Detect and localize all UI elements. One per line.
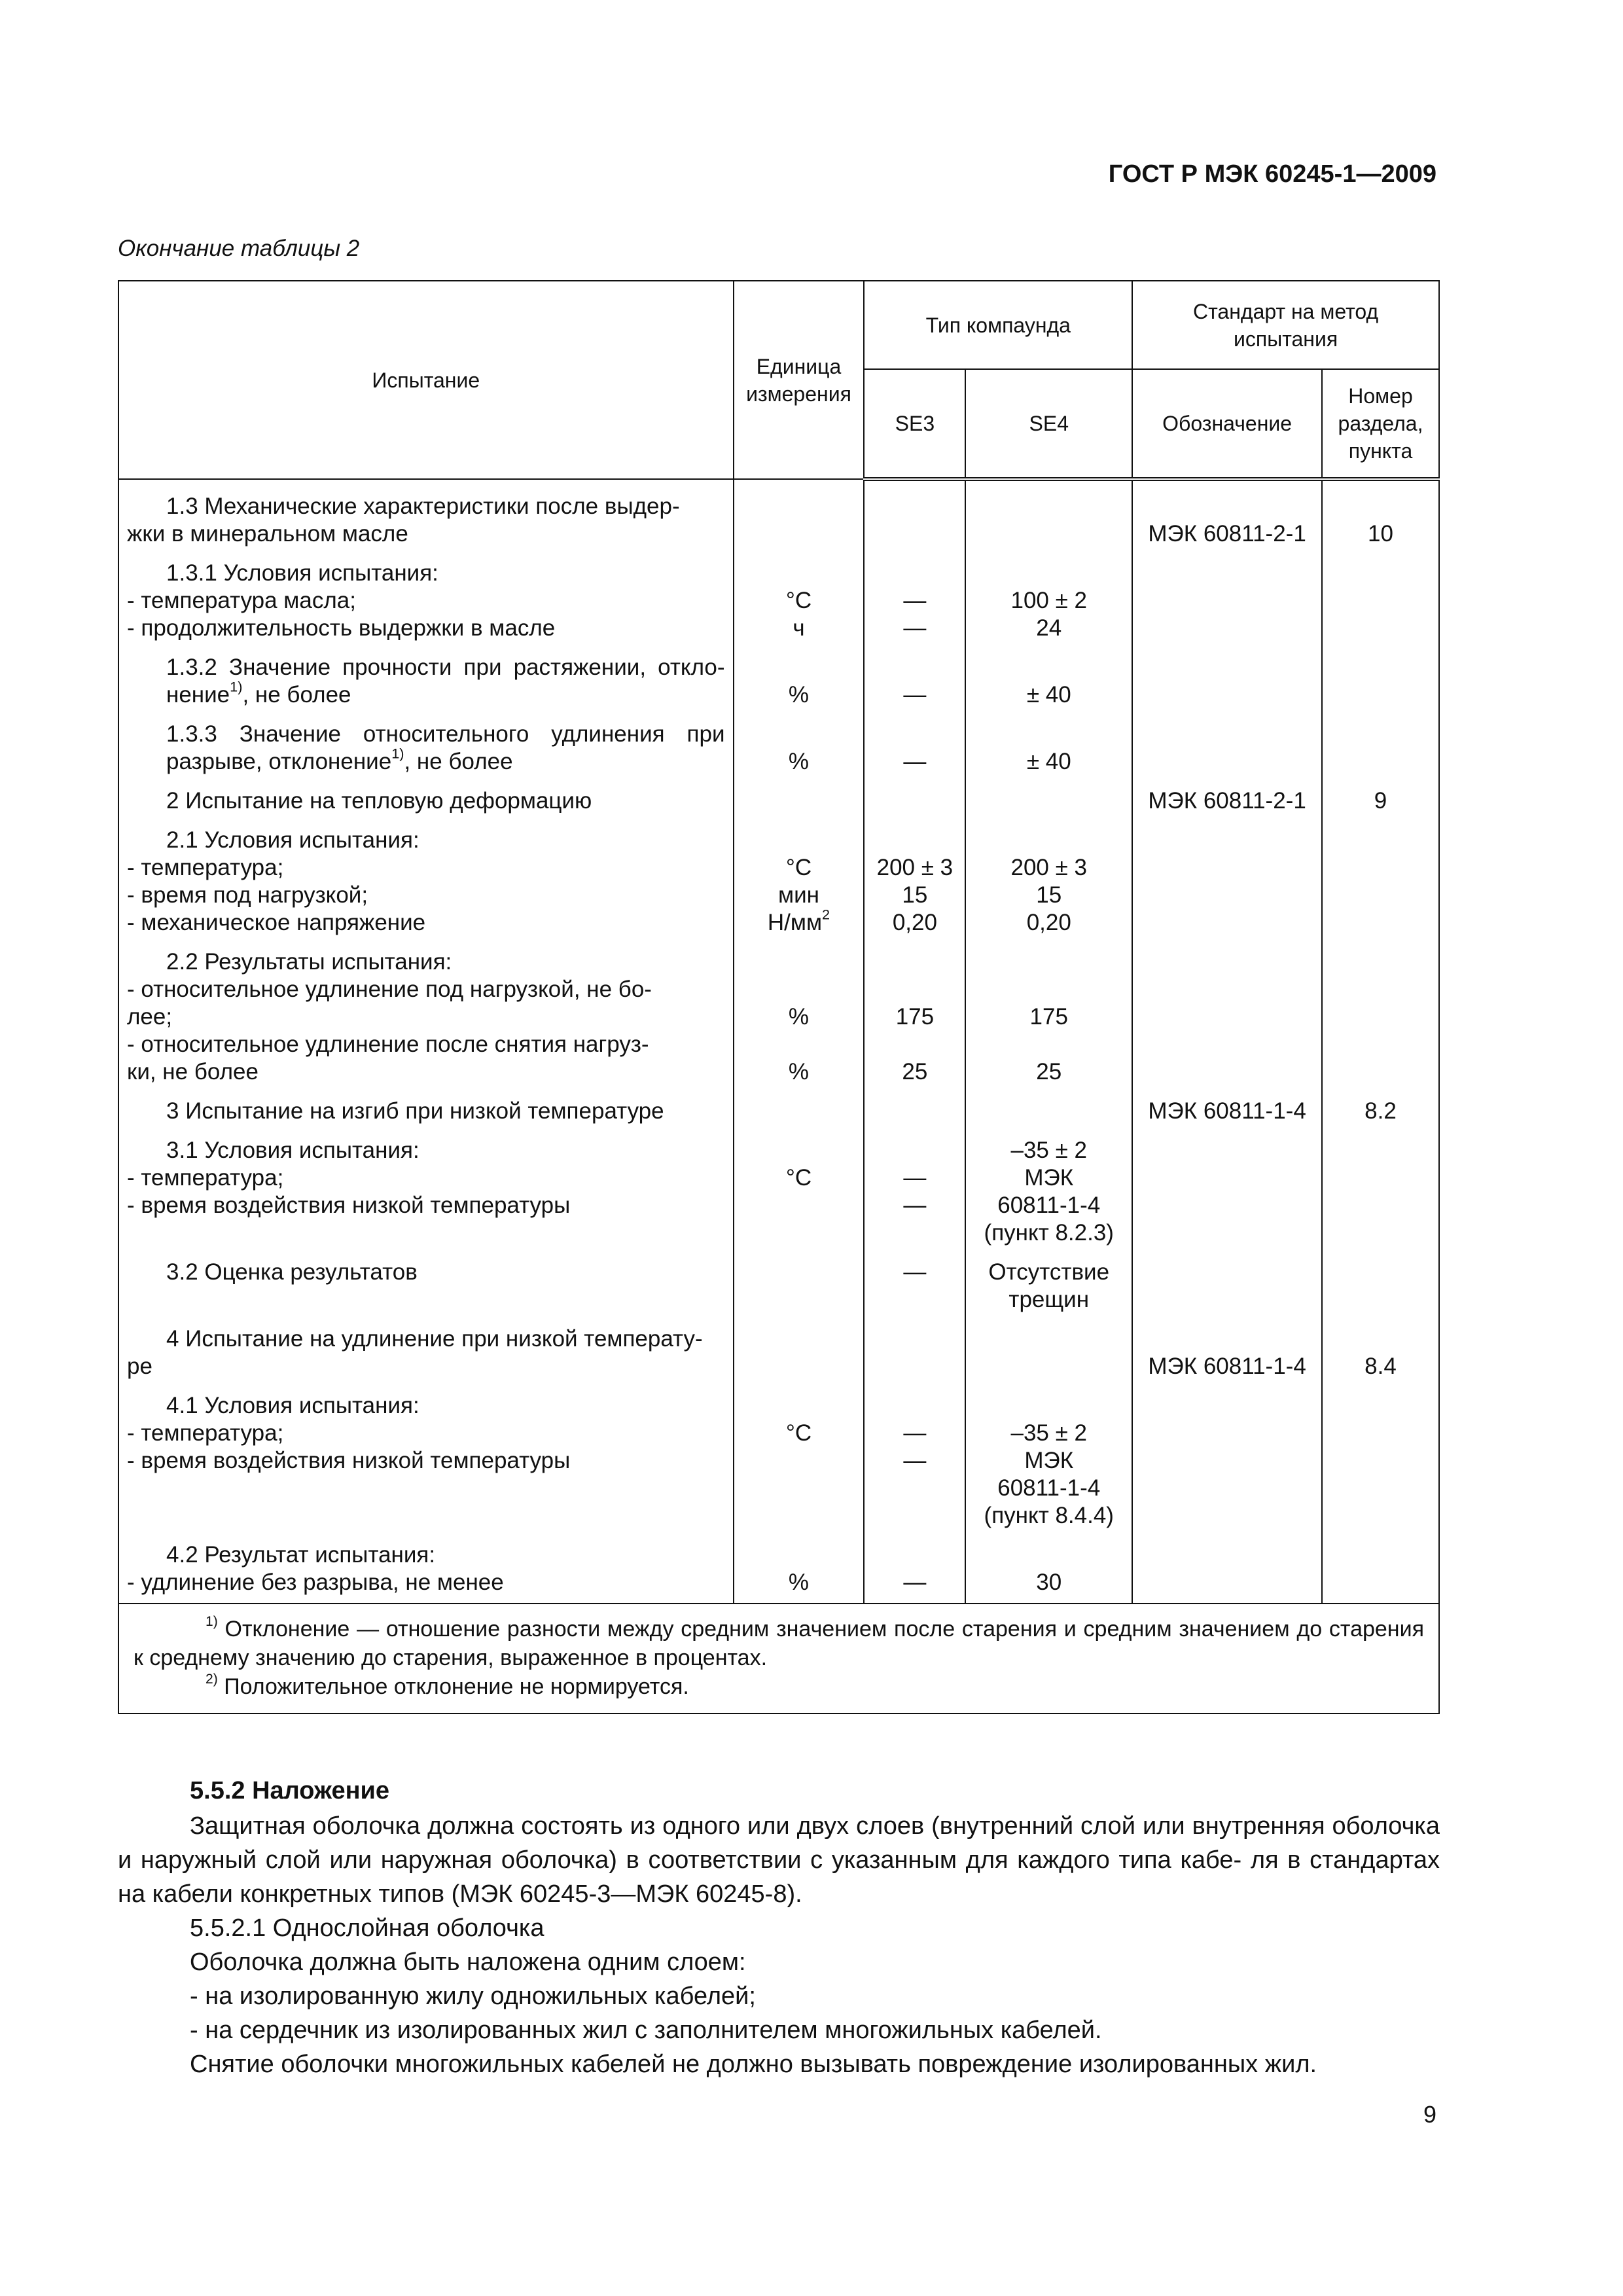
cell-line: 15	[902, 882, 928, 908]
cell-se3	[864, 939, 965, 1088]
cell-unit	[734, 817, 865, 939]
col-header-section-no: Номер раздела, пункта	[1322, 369, 1439, 479]
cell-line	[742, 1447, 856, 1475]
cell-line: %	[788, 1004, 810, 1030]
table-row	[118, 1532, 1439, 1604]
cell-standard	[1132, 1128, 1322, 1249]
col-header-standard: Стандарт на метод испытания	[1132, 281, 1439, 369]
cell-standard: МЭК 60811-2-1	[1132, 778, 1322, 817]
cell-line: —	[903, 749, 927, 774]
test-line: ки, не более	[127, 1059, 259, 1085]
test-table	[118, 280, 1440, 1714]
cell-line: °C	[785, 855, 812, 880]
cell-line: (пункт 8.2.3)	[984, 1220, 1114, 1246]
table-caption: Окончание таблицы 2	[118, 236, 360, 261]
cell-line	[872, 948, 957, 976]
cell-se4	[965, 479, 1132, 550]
document-code: ГОСТ Р МЭК 60245-1—2009	[1108, 160, 1436, 188]
cell-unit	[734, 1128, 865, 1249]
cell-section-no	[1322, 817, 1439, 939]
cell-test	[118, 479, 734, 550]
table-row	[118, 817, 1439, 939]
cell-line: 15	[1036, 882, 1062, 908]
cell-unit	[734, 645, 865, 711]
test-line: жки в минеральном масле	[127, 521, 408, 547]
cell-section-no	[1322, 1383, 1439, 1532]
cell-line	[742, 560, 856, 587]
cell-line: —	[903, 1193, 927, 1218]
cell-se4	[965, 550, 1132, 645]
table-row	[118, 1316, 1439, 1383]
cell-line: ± 40	[1026, 749, 1071, 774]
cell-line	[742, 976, 856, 1003]
test-line: - температура;	[127, 855, 284, 880]
list-item: - на изолированную жилу одножильных кабелей;	[190, 1982, 756, 2010]
test-line: - время воздействия низкой температуры	[127, 1448, 571, 1473]
cell-standard	[1132, 711, 1322, 778]
cell-line: —	[903, 1570, 927, 1595]
cell-line	[742, 1137, 856, 1164]
cell-standard	[1132, 939, 1322, 1088]
cell-line	[742, 948, 856, 976]
cell-line: ± 40	[1026, 682, 1071, 708]
test-line: - продолжительность выдержки в масле	[127, 615, 556, 641]
cell-line: 200 ± 3	[1010, 855, 1088, 880]
cell-line: (пункт 8.4.4)	[984, 1503, 1114, 1528]
cell-se4	[965, 778, 1132, 817]
cell-line: —	[903, 615, 927, 641]
table-row	[118, 711, 1439, 778]
footnote-2: $^{2)}$ Положительное отклонение не нормируется.	[205, 1672, 689, 1699]
test-line: - удлинение без разрыва, не менее	[127, 1570, 504, 1595]
cell-line: —	[903, 1448, 927, 1473]
cell-line: %	[788, 1059, 810, 1085]
cell-line: 200 ± 3	[876, 855, 954, 880]
cell-line	[872, 827, 957, 854]
cell-line: °C	[785, 1420, 812, 1446]
cell-line	[974, 1392, 1124, 1420]
table-row	[118, 479, 1439, 550]
cell-line: %	[788, 682, 810, 708]
cell-se3	[864, 550, 965, 645]
cell-se4	[965, 645, 1132, 711]
cell-se4	[965, 1316, 1132, 1383]
cell-standard	[1132, 817, 1322, 939]
cell-section-no: 8.4	[1322, 1316, 1439, 1383]
cell-se3	[864, 1128, 965, 1249]
cell-line: 60811-1-4	[997, 1193, 1101, 1218]
cell-line: 25	[902, 1059, 928, 1085]
test-line: 4.2 Результат испытания:	[166, 1542, 436, 1568]
cell-unit	[734, 1383, 865, 1532]
table-row	[118, 1383, 1439, 1532]
cell-line	[742, 1392, 856, 1420]
cell-section-no	[1322, 645, 1439, 711]
table-row	[118, 1088, 1439, 1128]
cell-unit	[734, 1088, 865, 1128]
test-line: 2 Испытание на тепловую деформацию	[166, 788, 592, 814]
cell-unit	[734, 711, 865, 778]
test-line: - механическое напряжение	[127, 910, 426, 935]
cell-section-no: 10	[1322, 479, 1439, 550]
cell-standard	[1132, 1532, 1322, 1604]
cell-unit	[734, 479, 865, 550]
cell-test	[118, 1316, 734, 1383]
cell-line	[974, 976, 1124, 1003]
col-header-se4: SE4	[965, 369, 1132, 479]
cell-se4	[965, 1249, 1132, 1316]
cell-line: —	[903, 1420, 927, 1446]
cell-line: трещин	[1008, 1287, 1090, 1312]
cell-unit	[734, 778, 865, 817]
cell-line	[974, 948, 1124, 976]
cell-unit	[734, 1316, 865, 1383]
cell-test	[118, 778, 734, 817]
test-line: - температура масла;	[127, 588, 356, 613]
cell-unit	[734, 550, 865, 645]
cell-standard: МЭК 60811-1-4	[1132, 1316, 1322, 1383]
cell-line: %	[788, 749, 810, 774]
cell-test	[118, 645, 734, 711]
cell-unit	[734, 1532, 865, 1604]
footnotes	[118, 1604, 1439, 1713]
test-text: 1.3.3 Значение относительного удлинения при разрыве, отклонение	[166, 721, 725, 774]
test-line: 1.3 Механические характеристики после выдер-	[166, 493, 680, 519]
cell-line: МЭК	[1024, 1165, 1074, 1191]
test-text: 1.3.2 Значение прочности при растяжении, откло- нение	[166, 655, 725, 708]
test-line: 4.1 Условия испытания:	[166, 1393, 419, 1418]
cell-test	[118, 711, 734, 778]
test-line: - относительное удлинение после снятия нагруз-	[127, 1031, 649, 1057]
test-line: 3 Испытание на изгиб при низкой температуре	[166, 1098, 664, 1124]
cell-se3	[864, 645, 965, 711]
test-line: ре	[127, 1354, 152, 1379]
table-row	[118, 778, 1439, 817]
cell-line	[742, 1192, 856, 1219]
test-line: 4 Испытание на удлинение при низкой температу-	[166, 1326, 703, 1352]
cell-line	[742, 827, 856, 854]
cell-line: —	[903, 682, 927, 708]
cell-section-no	[1322, 550, 1439, 645]
cell-line: 175	[895, 1004, 935, 1030]
cell-se3	[864, 479, 965, 550]
cell-line	[974, 1031, 1124, 1058]
cell-se4	[965, 939, 1132, 1088]
cell-line: Н/мм	[767, 910, 823, 935]
test-line: лее;	[127, 1004, 173, 1030]
paragraph: Снятие оболочки многожильных кабелей не должно вызывать повреждение изолированных жил.	[190, 2051, 1317, 2078]
cell-line	[974, 560, 1124, 587]
col-header-unit: Единица измерения	[734, 281, 865, 479]
cell-line: —	[903, 1165, 927, 1191]
cell-line: 0,20	[1026, 910, 1071, 935]
col-header-designation: Обозначение	[1132, 369, 1322, 479]
test-line: - время под нагрузкой;	[127, 882, 368, 908]
test-line: - температура;	[127, 1165, 284, 1191]
cell-line: –35 ± 2	[1010, 1138, 1088, 1163]
paragraph: Защитная оболочка должна состоять из одного или двух слоев (внутренний слой или внутренняя оболочка и наружный слой или наружная оболочка) в соответствии с указанным для каждого типа кабе- ля в стандартах на кабели конкретных типов (МЭК 60245-3—МЭК 60245-8).	[118, 1812, 1440, 1908]
cell-line: 24	[1036, 615, 1062, 641]
unit-superscript: 2	[822, 906, 830, 923]
cell-line: —	[903, 588, 927, 613]
cell-line	[974, 827, 1124, 854]
test-line: 1.3.1 Условия испытания:	[166, 560, 438, 586]
cell-unit	[734, 1249, 865, 1316]
test-line	[127, 654, 725, 709]
cell-line: Отсутствие	[988, 1259, 1110, 1285]
cell-standard	[1132, 550, 1322, 645]
test-line: 2.2 Результаты испытания:	[166, 949, 452, 975]
cell-standard: МЭК 60811-2-1	[1132, 479, 1322, 550]
cell-se4	[965, 817, 1132, 939]
cell-se4	[965, 1128, 1132, 1249]
col-header-se3: SE3	[864, 369, 965, 479]
cell-line: МЭК	[1024, 1448, 1074, 1473]
cell-test	[118, 550, 734, 645]
cell-line	[872, 976, 957, 1003]
table-body	[118, 479, 1439, 1604]
cell-line: 60811-1-4	[997, 1475, 1101, 1501]
cell-line	[872, 560, 957, 587]
test-text: , не более	[242, 682, 351, 708]
cell-line	[872, 1137, 957, 1164]
cell-line: ч	[793, 615, 805, 641]
cell-line	[742, 1031, 856, 1058]
cell-line	[872, 1392, 957, 1420]
cell-se3	[864, 1383, 965, 1532]
cell-section-no	[1322, 1249, 1439, 1316]
table-row	[118, 1128, 1439, 1249]
cell-line: 0,20	[892, 910, 937, 935]
cell-se3	[864, 1532, 965, 1604]
page-number: 9	[1423, 2101, 1436, 2128]
test-line: 3.1 Условия испытания:	[166, 1138, 419, 1163]
cell-unit	[734, 939, 865, 1088]
cell-line: —	[903, 1259, 927, 1285]
cell-line: –35 ± 2	[1010, 1420, 1088, 1446]
cell-test	[118, 817, 734, 939]
cell-standard	[1132, 645, 1322, 711]
cell-test	[118, 1088, 734, 1128]
cell-line: 25	[1036, 1059, 1062, 1085]
table-row	[118, 550, 1439, 645]
cell-test	[118, 1128, 734, 1249]
cell-se4	[965, 1088, 1132, 1128]
footnote-ref: 1)	[230, 678, 243, 695]
col-header-compound-type: Тип компаунда	[864, 281, 1132, 369]
cell-se3	[864, 778, 965, 817]
cell-se3	[864, 711, 965, 778]
test-line: 3.2 Оценка результатов	[166, 1259, 418, 1285]
list-item: - на сердечник из изолированных жил с заполнителем многожильных кабелей.	[190, 2017, 1102, 2044]
cell-line: °C	[785, 588, 812, 613]
cell-line: мин	[778, 882, 819, 908]
cell-line	[742, 1541, 856, 1569]
cell-test	[118, 939, 734, 1088]
cell-se3	[864, 1088, 965, 1128]
test-line: - время воздействия низкой температуры	[127, 1193, 571, 1218]
cell-line: 175	[1029, 1004, 1068, 1030]
cell-line: 100 ± 2	[1010, 588, 1088, 613]
cell-section-no	[1322, 1128, 1439, 1249]
cell-line	[872, 1031, 957, 1058]
cell-section-no: 9	[1322, 778, 1439, 817]
cell-line: %	[788, 1570, 810, 1595]
cell-se4	[965, 1532, 1132, 1604]
test-line: 2.1 Условия испытания:	[166, 827, 419, 853]
cell-se3	[864, 817, 965, 939]
cell-test	[118, 1249, 734, 1316]
footnote-ref: 1)	[391, 745, 404, 762]
cell-section-no: 8.2	[1322, 1088, 1439, 1128]
cell-se4	[965, 1383, 1132, 1532]
cell-test	[118, 1532, 734, 1604]
cell-standard	[1132, 1249, 1322, 1316]
cell-line	[872, 1541, 957, 1569]
col-header-test: Испытание	[118, 281, 734, 479]
test-line: - температура;	[127, 1420, 284, 1446]
cell-standard: МЭК 60811-1-4	[1132, 1088, 1322, 1128]
table-row	[118, 1249, 1439, 1316]
cell-line: °C	[785, 1165, 812, 1191]
cell-section-no	[1322, 939, 1439, 1088]
cell-se3	[864, 1316, 965, 1383]
section-5-5-2	[118, 1774, 1440, 2081]
cell-section-no	[1322, 711, 1439, 778]
table-row	[118, 645, 1439, 711]
subsection-title: 5.5.2.1 Однослойная оболочка	[190, 1914, 544, 1942]
test-line	[127, 721, 725, 776]
footnote-1: $^{1)}$ Отклонение — отношение разности между средним значением после старения и средним значением до старения к среднему значению до старения, выраженное в процентах.	[134, 1614, 1424, 1670]
paragraph: Оболочка должна быть наложена одним слоем:	[190, 1948, 746, 1976]
table-row	[118, 939, 1439, 1088]
cell-line	[974, 1541, 1124, 1569]
cell-standard	[1132, 1383, 1322, 1532]
test-line: - относительное удлинение под нагрузкой, не бо-	[127, 977, 652, 1002]
cell-test	[118, 1383, 734, 1532]
cell-se3	[864, 1249, 965, 1316]
cell-section-no	[1322, 1532, 1439, 1604]
test-text: , не более	[404, 749, 513, 774]
cell-line: 30	[1036, 1570, 1062, 1595]
section-title: 5.5.2 Наложение	[190, 1777, 390, 1804]
cell-se4	[965, 711, 1132, 778]
